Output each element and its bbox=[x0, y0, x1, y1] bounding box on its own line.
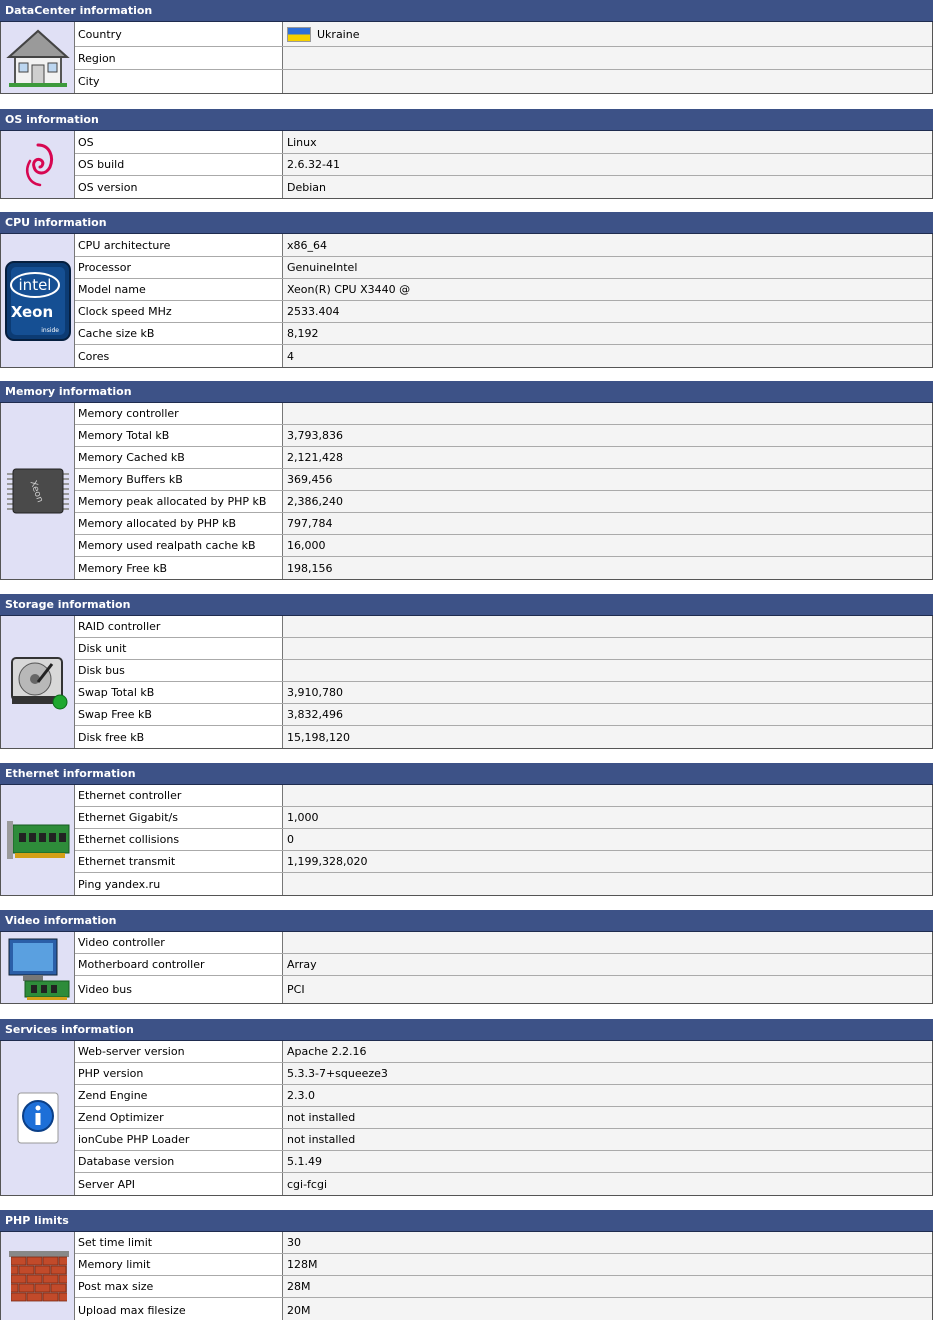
row-label: Memory used realpath cache kB bbox=[75, 535, 283, 556]
row-value: 28M bbox=[283, 1276, 932, 1297]
row-value: 128M bbox=[283, 1254, 932, 1275]
row-value: 2533.404 bbox=[283, 301, 932, 322]
row-value bbox=[283, 932, 932, 953]
section-header: Ethernet information bbox=[0, 763, 933, 785]
row-value: 5.1.49 bbox=[283, 1151, 932, 1172]
section-body bbox=[0, 1232, 933, 1320]
hard-disk-icon bbox=[1, 616, 75, 748]
table-row bbox=[75, 807, 932, 829]
table-row bbox=[75, 1085, 932, 1107]
row-value: x86_64 bbox=[283, 234, 932, 256]
row-label: Memory Cached kB bbox=[75, 447, 283, 468]
section-memory-information bbox=[0, 381, 933, 580]
table-row bbox=[75, 726, 932, 748]
row-label: Disk free kB bbox=[75, 726, 283, 748]
row-label: Video bus bbox=[75, 976, 283, 1003]
row-value: 16,000 bbox=[283, 535, 932, 556]
table-row bbox=[75, 345, 932, 367]
section-header: Video information bbox=[0, 910, 933, 932]
info-table bbox=[75, 616, 932, 748]
row-value bbox=[283, 785, 932, 806]
row-value: 2,121,428 bbox=[283, 447, 932, 468]
info-table bbox=[75, 131, 932, 198]
table-row bbox=[75, 976, 932, 1003]
section-header: CPU information bbox=[0, 212, 933, 234]
row-label: Memory Buffers kB bbox=[75, 469, 283, 490]
info-table bbox=[75, 1232, 932, 1320]
section-header: Services information bbox=[0, 1019, 933, 1041]
table-row bbox=[75, 1107, 932, 1129]
house-icon bbox=[1, 22, 75, 93]
table-row bbox=[75, 154, 932, 176]
row-label: Ethernet collisions bbox=[75, 829, 283, 850]
row-label: Zend Engine bbox=[75, 1085, 283, 1106]
row-value: 4 bbox=[283, 345, 932, 367]
row-value: 5.3.3-7+squeeze3 bbox=[283, 1063, 932, 1084]
row-label: Memory controller bbox=[75, 403, 283, 424]
row-label: Database version bbox=[75, 1151, 283, 1172]
row-label: Memory Free kB bbox=[75, 557, 283, 579]
section-ethernet-information bbox=[0, 763, 933, 896]
section-datacenter-information bbox=[0, 0, 933, 94]
row-value: 2.3.0 bbox=[283, 1085, 932, 1106]
table-row bbox=[75, 70, 932, 93]
table-row bbox=[75, 403, 932, 425]
table-row bbox=[75, 22, 932, 47]
row-value: Linux bbox=[283, 131, 932, 153]
row-value: 198,156 bbox=[283, 557, 932, 579]
table-row bbox=[75, 1276, 932, 1298]
row-label: Memory limit bbox=[75, 1254, 283, 1275]
row-label: Model name bbox=[75, 279, 283, 300]
table-row bbox=[75, 873, 932, 895]
debian-logo-icon bbox=[1, 131, 75, 198]
row-label: ionCube PHP Loader bbox=[75, 1129, 283, 1150]
table-row bbox=[75, 829, 932, 851]
info-table bbox=[75, 932, 932, 1003]
row-value: 20M bbox=[283, 1298, 932, 1320]
row-value bbox=[283, 403, 932, 424]
row-value: 3,793,836 bbox=[283, 425, 932, 446]
table-row bbox=[75, 954, 932, 976]
table-row bbox=[75, 1041, 932, 1063]
section-body bbox=[0, 616, 933, 749]
section-body bbox=[0, 785, 933, 896]
section-body bbox=[0, 932, 933, 1004]
row-value: 3,910,780 bbox=[283, 682, 932, 703]
row-label: Clock speed MHz bbox=[75, 301, 283, 322]
section-body bbox=[0, 234, 933, 368]
row-value: 0 bbox=[283, 829, 932, 850]
table-row bbox=[75, 323, 932, 345]
section-services-information bbox=[0, 1019, 933, 1196]
row-value bbox=[283, 22, 932, 46]
table-row bbox=[75, 176, 932, 198]
row-value bbox=[283, 638, 932, 659]
section-body bbox=[0, 1041, 933, 1196]
row-value-text: Ukraine bbox=[317, 27, 360, 41]
row-label: Disk bus bbox=[75, 660, 283, 681]
row-label: Motherboard controller bbox=[75, 954, 283, 975]
row-label: Post max size bbox=[75, 1276, 283, 1297]
svg-text:Xeon: Xeon bbox=[27, 479, 45, 504]
row-value: Debian bbox=[283, 176, 932, 198]
row-label: Cache size kB bbox=[75, 323, 283, 344]
row-label: Ethernet transmit bbox=[75, 851, 283, 872]
section-php-limits bbox=[0, 1210, 933, 1320]
row-label: CPU architecture bbox=[75, 234, 283, 256]
row-value: not installed bbox=[283, 1129, 932, 1150]
row-value: GenuineIntel bbox=[283, 257, 932, 278]
table-row bbox=[75, 447, 932, 469]
section-body bbox=[0, 131, 933, 199]
section-header: PHP limits bbox=[0, 1210, 933, 1232]
info-table bbox=[75, 1041, 932, 1195]
row-value: 1,199,328,020 bbox=[283, 851, 932, 872]
row-label: Processor bbox=[75, 257, 283, 278]
row-value: Xeon(R) CPU X3440 @ bbox=[283, 279, 932, 300]
memory-chip-icon bbox=[1, 403, 75, 579]
row-label: OS version bbox=[75, 176, 283, 198]
row-value: 369,456 bbox=[283, 469, 932, 490]
row-value: not installed bbox=[283, 1107, 932, 1128]
row-value bbox=[283, 873, 932, 895]
row-value: 3,832,496 bbox=[283, 704, 932, 725]
row-label: Set time limit bbox=[75, 1232, 283, 1253]
info-icon bbox=[1, 1041, 75, 1195]
row-value: 2.6.32-41 bbox=[283, 154, 932, 175]
section-body bbox=[0, 22, 933, 94]
section-body bbox=[0, 403, 933, 580]
brick-wall-icon bbox=[1, 1232, 75, 1320]
row-label: Disk unit bbox=[75, 638, 283, 659]
intel-xeon-logo-icon bbox=[1, 234, 75, 367]
section-header: Storage information bbox=[0, 594, 933, 616]
row-label: Cores bbox=[75, 345, 283, 367]
table-row bbox=[75, 638, 932, 660]
table-row bbox=[75, 1151, 932, 1173]
info-table bbox=[75, 234, 932, 367]
row-label: Memory Total kB bbox=[75, 425, 283, 446]
row-label: OS bbox=[75, 131, 283, 153]
row-label: Swap Free kB bbox=[75, 704, 283, 725]
svg-text:inside: inside bbox=[40, 326, 59, 334]
table-row bbox=[75, 131, 932, 154]
row-label: Country bbox=[75, 22, 283, 46]
row-label: Zend Optimizer bbox=[75, 1107, 283, 1128]
row-label: Ethernet Gigabit/s bbox=[75, 807, 283, 828]
row-value: 797,784 bbox=[283, 513, 932, 534]
table-row bbox=[75, 851, 932, 873]
table-row bbox=[75, 279, 932, 301]
row-label: Ping yandex.ru bbox=[75, 873, 283, 895]
video-card-icon bbox=[1, 932, 75, 1003]
section-video-information bbox=[0, 910, 933, 1004]
table-row bbox=[75, 47, 932, 70]
row-value: 30 bbox=[283, 1232, 932, 1253]
table-row bbox=[75, 616, 932, 638]
row-value bbox=[283, 47, 932, 69]
table-row bbox=[75, 513, 932, 535]
table-row bbox=[75, 301, 932, 323]
row-value bbox=[283, 616, 932, 637]
row-value: Array bbox=[283, 954, 932, 975]
row-label: Upload max filesize bbox=[75, 1298, 283, 1320]
table-row bbox=[75, 1129, 932, 1151]
row-value: Apache 2.2.16 bbox=[283, 1041, 932, 1062]
row-label: City bbox=[75, 70, 283, 93]
table-row bbox=[75, 1063, 932, 1085]
row-label: Swap Total kB bbox=[75, 682, 283, 703]
table-row bbox=[75, 785, 932, 807]
table-row bbox=[75, 932, 932, 954]
row-label: Ethernet controller bbox=[75, 785, 283, 806]
row-value: 1,000 bbox=[283, 807, 932, 828]
table-row bbox=[75, 234, 932, 257]
info-table bbox=[75, 785, 932, 895]
table-row bbox=[75, 1173, 932, 1195]
row-label: RAID controller bbox=[75, 616, 283, 637]
section-header: DataCenter information bbox=[0, 0, 933, 22]
row-label: PHP version bbox=[75, 1063, 283, 1084]
row-value: 2,386,240 bbox=[283, 491, 932, 512]
row-value: cgi-fcgi bbox=[283, 1173, 932, 1195]
row-value: PCI bbox=[283, 976, 932, 1003]
section-header: Memory information bbox=[0, 381, 933, 403]
info-table bbox=[75, 403, 932, 579]
table-row bbox=[75, 257, 932, 279]
ukraine-flag-icon bbox=[287, 27, 311, 42]
table-row bbox=[75, 425, 932, 447]
row-value: 15,198,120 bbox=[283, 726, 932, 748]
row-value: 8,192 bbox=[283, 323, 932, 344]
table-row bbox=[75, 491, 932, 513]
table-row bbox=[75, 535, 932, 557]
table-row bbox=[75, 682, 932, 704]
row-value bbox=[283, 70, 932, 93]
section-cpu-information bbox=[0, 212, 933, 368]
row-label: Memory peak allocated by PHP kB bbox=[75, 491, 283, 512]
table-row bbox=[75, 1254, 932, 1276]
row-label: Memory allocated by PHP kB bbox=[75, 513, 283, 534]
row-label: Region bbox=[75, 47, 283, 69]
row-label: Server API bbox=[75, 1173, 283, 1195]
table-row bbox=[75, 1298, 932, 1320]
row-value bbox=[283, 660, 932, 681]
table-row bbox=[75, 704, 932, 726]
network-card-icon bbox=[1, 785, 75, 895]
svg-text:intel: intel bbox=[18, 275, 51, 294]
row-label: OS build bbox=[75, 154, 283, 175]
svg-text:Xeon: Xeon bbox=[10, 302, 53, 321]
info-table bbox=[75, 22, 932, 93]
table-row bbox=[75, 557, 932, 579]
table-row bbox=[75, 1232, 932, 1254]
table-row bbox=[75, 660, 932, 682]
section-os-information bbox=[0, 109, 933, 199]
section-header: OS information bbox=[0, 109, 933, 131]
row-label: Video controller bbox=[75, 932, 283, 953]
row-label: Web-server version bbox=[75, 1041, 283, 1062]
section-storage-information bbox=[0, 594, 933, 749]
table-row bbox=[75, 469, 932, 491]
